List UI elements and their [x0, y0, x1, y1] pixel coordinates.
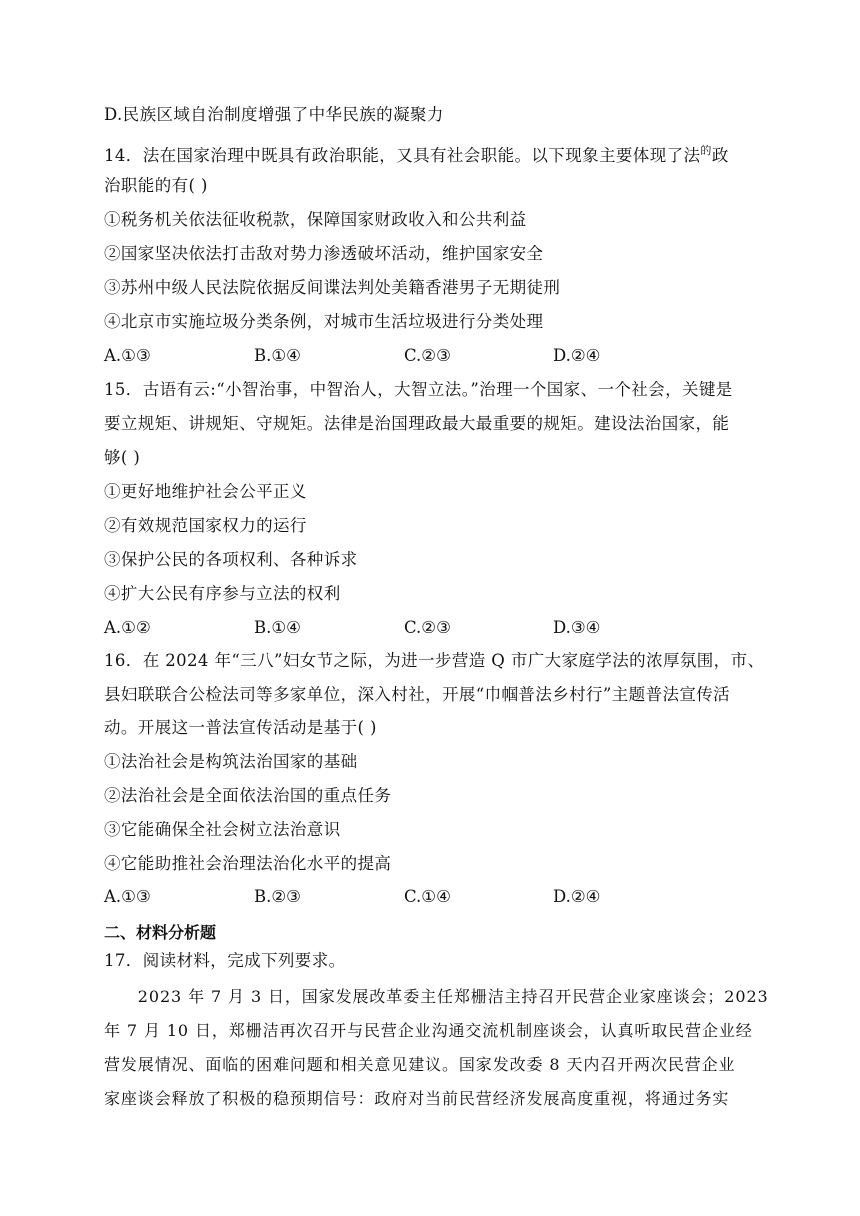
q17-material-line-4: 家座谈会释放了积极的稳预期信号：政府对当前民营经济发展高度重视，将通过务实	[104, 1089, 730, 1108]
q15-stem-line-1: 15．古语有云:“小智治事，中智治人，大智立法。”治理一个国家、一个社会，关键是	[104, 380, 733, 399]
q14-stem-line-2: 治职能的有( )	[104, 176, 208, 195]
q15-option-a: A.①②	[104, 618, 151, 637]
q15-stem-line-2: 要立规矩、讲规矩、守规矩。法律是治国理政最大最重要的规矩。建设法治国家，能	[104, 414, 730, 433]
q14-stem-text: 14．法在国家治理中既具有政治职能，又具有社会职能。以下现象主要体现了法	[104, 146, 701, 165]
q16-option-d: D.②④	[553, 887, 601, 906]
q15-option-d: D.③④	[553, 618, 601, 637]
q15-stem-line-3: 够( )	[104, 448, 141, 467]
q14-stem-line-1	[104, 140, 729, 167]
q15-item-4: ④扩大公民有序参与立法的权利	[104, 584, 341, 603]
q16-stem-line-1: 16．在 2024 年“三八”妇女节之际，为进一步营造 Q 市广大家庭学法的浓厚氛围，市、	[104, 651, 765, 670]
q14-item-2: ②国家坚决依法打击敌对势力渗透破坏活动，维护国家安全	[104, 244, 544, 263]
q16-item-4: ④它能助推社会治理法治化水平的提高	[104, 854, 392, 873]
q13-option-d: D.民族区域自治制度增强了中华民族的凝聚力	[104, 105, 444, 124]
q16-option-c: C.①④	[404, 887, 451, 906]
q15-option-b: B.①④	[254, 618, 301, 637]
q15-item-3: ③保护公民的各项权利、各种诉求	[104, 550, 358, 569]
q17-material-line-2: 年 7 月 10 日，郑栅洁再次召开与民营企业沟通交流机制座谈会，认真听取民营企业经	[104, 1021, 753, 1040]
q16-item-1: ①法治社会是构筑法治国家的基础	[104, 752, 358, 771]
q16-option-a: A.①③	[104, 887, 151, 906]
q14-option-b: B.①④	[254, 346, 301, 365]
q14-option-c: C.②③	[404, 346, 451, 365]
q14-option-d: D.②④	[553, 346, 601, 365]
q16-stem-line-3: 动。开展这一普法宣传活动是基于( )	[104, 718, 377, 737]
q14-item-4: ④北京市实施垃圾分类条例，对城市生活垃圾进行分类处理	[104, 312, 544, 331]
q15-option-c: C.②③	[404, 618, 451, 637]
q14-item-1: ①税务机关依法征收税款，保障国家财政收入和公共利益	[104, 210, 527, 229]
q17-material-line-1: 2023 年 7 月 3 日，国家发展改革委主任郑栅洁主持召开民营企业家座谈会；2023	[104, 987, 769, 1006]
q16-stem-line-2: 县妇联联合公检法司等多家单位，深入村社，开展“巾帼普法乡村行”主题普法宣传活	[104, 685, 731, 704]
q14-stem-text-end: 政	[711, 146, 729, 165]
q16-item-3: ③它能确保全社会树立法治意识	[104, 820, 341, 839]
q16-option-b: B.②③	[254, 887, 301, 906]
q14-item-3: ③苏州中级人民法院依据反间谍法判处美籍香港男子无期徒刑	[104, 278, 561, 297]
q14-option-a: A.①③	[104, 346, 151, 365]
q17-stem: 17．阅读材料，完成下列要求。	[104, 951, 346, 970]
section-heading: 二、材料分析题	[104, 923, 217, 942]
q15-item-2: ②有效规范国家权力的运行	[104, 516, 307, 535]
q14-stem-superscript: 的	[700, 144, 712, 157]
q15-item-1: ①更好地维护社会公平正义	[104, 482, 307, 501]
q16-item-2: ②法治社会是全面依法治国的重点任务	[104, 786, 392, 805]
q17-material-line-3: 营发展情况、面临的困难问题和相关意见建议。国家发改委 8 天内召开两次民营企业	[104, 1055, 736, 1074]
